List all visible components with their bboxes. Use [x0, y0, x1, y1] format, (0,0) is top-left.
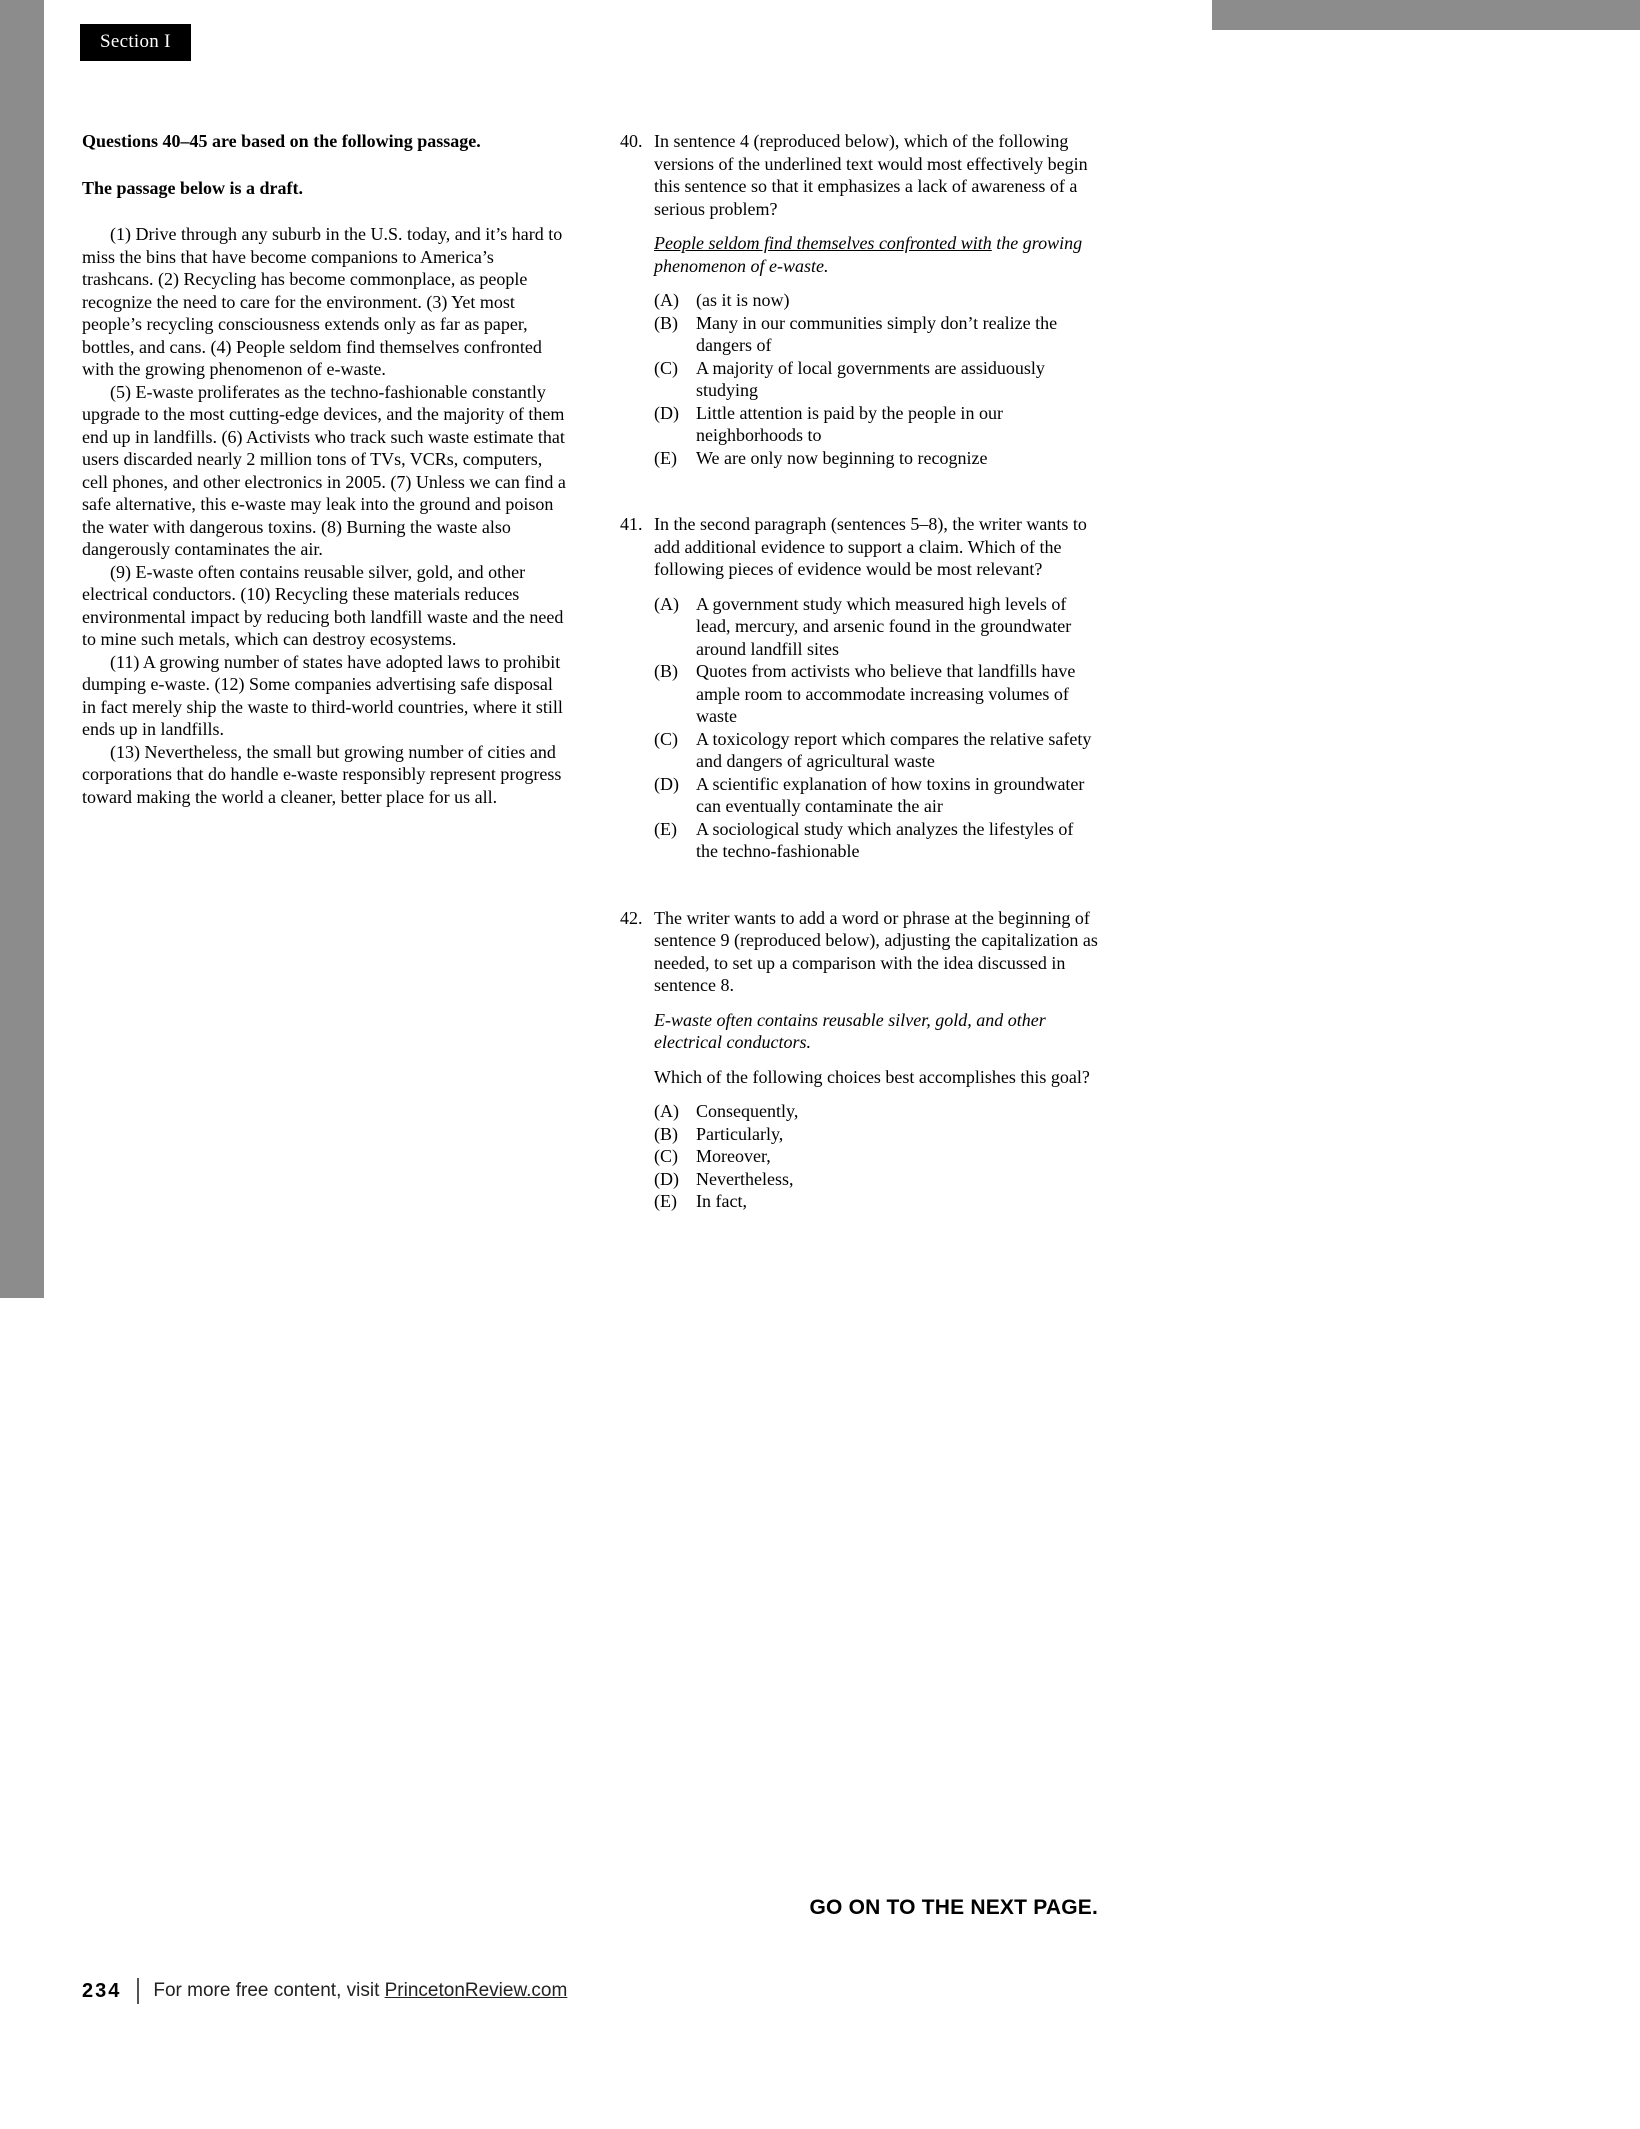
- go-on-instruction: GO ON TO THE NEXT PAGE.: [809, 1896, 1098, 1919]
- answer-choice: [654, 447, 1098, 470]
- question-40: [620, 130, 1098, 469]
- passage-subheading: The passage below is a draft.: [82, 177, 304, 198]
- question-42-quote: E-waste often contains reusable silver, gold, and other electrical conductors.: [654, 1009, 1046, 1052]
- question-40-stem: In sentence 4 (reproduced below), which of the following versions of the underlined text would most effectively begin this sentence so that it emphasizes a lack of awareness of a serious problem?: [654, 131, 1088, 219]
- answer-choice: [654, 1145, 1098, 1168]
- question-40-quote-rest: the growing phenomenon of e-waste.: [654, 233, 1083, 276]
- choice-text: (as it is now): [696, 290, 790, 310]
- choice-text: Consequently,: [696, 1101, 799, 1121]
- choice-letter: (C): [654, 357, 678, 378]
- choice-text: Particularly,: [696, 1123, 784, 1144]
- choice-letter: (D): [654, 773, 679, 794]
- choice-text: Moreover,: [696, 1146, 771, 1166]
- choice-text: Many in our communities simply don’t realize the dangers of: [696, 312, 1058, 355]
- questions-column: [620, 130, 1098, 1257]
- choice-letter: (E): [654, 818, 677, 839]
- answer-choice: [654, 593, 1098, 661]
- choice-text: In fact,: [696, 1191, 747, 1211]
- question-42-followup: Which of the following choices best accomplishes this goal?: [654, 1066, 1090, 1087]
- passage-paragraph-5: (13) Nevertheless, the small but growing number of cities and corporations that do handle e-waste responsibly represent progress toward making the world a cleaner, better place for us all.: [82, 741, 562, 807]
- question-41-choices: [654, 593, 1098, 863]
- passage-paragraph-2: (5) E-waste proliferates as the techno-fashionable constantly upgrade to the most cutting-edge devices, and the majority of them end up in landfills. (6) Activists who track such waste estimate that users discarded nearly 2 million tons of TVs, VCRs, computers, cell phones, and other electronics in 2005. (7) Unless we can find a safe alternative, this e-waste may leak into the ground and poison the water with dangerous toxins. (8) Burning the waste also dangerously contaminates the air.: [82, 381, 566, 559]
- question-41: [620, 513, 1098, 863]
- answer-choice: [654, 773, 1098, 818]
- question-40-number: 40.: [620, 131, 643, 151]
- footer-divider: [137, 1978, 139, 2004]
- question-42-number: 42.: [620, 907, 643, 928]
- answer-choice: [654, 402, 1098, 447]
- choice-text: Nevertheless,: [696, 1168, 794, 1189]
- question-40-choices: [654, 289, 1098, 469]
- question-40-quote: [654, 232, 1098, 277]
- answer-choice: [654, 818, 1098, 863]
- passage-body: [82, 223, 568, 808]
- choice-text: We are only now beginning to recognize: [696, 447, 988, 468]
- footer-link[interactable]: PrincetonReview.com: [384, 1980, 568, 2001]
- choice-letter: (D): [654, 402, 679, 423]
- choice-letter: (A): [654, 1101, 679, 1121]
- answer-choice: [654, 660, 1098, 728]
- choice-text: Quotes from activists who believe that landfills have ample room to accommodate increasing volumes of waste: [696, 661, 1076, 726]
- passage-paragraph-4: (11) A growing number of states have adopted laws to prohibit dumping e-waste. (12) Some companies advertising safe disposal in fact merely ship the waste to third-world countries, where it still ends up in landfills.: [82, 651, 563, 739]
- page-number: 234: [82, 1979, 122, 2002]
- choice-letter: (E): [654, 1191, 677, 1211]
- choice-text: A majority of local governments are assiduously studying: [696, 357, 1045, 400]
- question-42-choices: [654, 1100, 1098, 1213]
- passage-column: [82, 130, 568, 808]
- choice-letter: (C): [654, 1146, 678, 1166]
- choice-text: A sociological study which analyzes the lifestyles of the techno-fashionable: [696, 818, 1074, 861]
- choice-letter: (A): [654, 593, 679, 614]
- footer-promo-text: For more free content, visit: [153, 1980, 385, 2001]
- answer-choice: [654, 1123, 1098, 1146]
- question-40-quote-underlined: People seldom find themselves confronted with: [654, 233, 992, 253]
- answer-choice: [654, 728, 1098, 773]
- section-label: Section I: [80, 24, 191, 61]
- choice-letter: (B): [654, 1123, 678, 1144]
- answer-choice: [654, 1190, 1098, 1213]
- footer-text: [153, 1980, 567, 2002]
- choice-text: A toxicology report which compares the relative safety and dangers of agricultural waste: [696, 728, 1092, 771]
- choice-letter: (B): [654, 312, 678, 333]
- passage-heading: Questions 40–45 are based on the following passage.: [82, 131, 481, 151]
- choice-text: Little attention is paid by the people in our neighborhoods to: [696, 402, 1003, 445]
- question-42: [620, 907, 1098, 1213]
- choice-letter: (E): [654, 447, 677, 468]
- choice-letter: (A): [654, 290, 679, 310]
- answer-choice: [654, 289, 1098, 312]
- passage-paragraph-3: (9) E-waste often contains reusable silver, gold, and other electrical conductors. (10) Recycling these materials reduces environmental impact by reducing both landfill waste and the need to mine such metals, which can destroy ecosystems.: [82, 561, 564, 649]
- passage-paragraph-1: (1) Drive through any suburb in the U.S. today, and it’s hard to miss the bins that have become companions to America’s trashcans. (2) Recycling has become commonplace, as people recognize the need to care for the environment. (3) Yet most people’s recycling consciousness extends only as far as paper, bottles, and cans. (4) People seldom find themselves confronted with the growing phenomenon of e-waste.: [82, 224, 563, 379]
- choice-letter: (C): [654, 728, 678, 749]
- question-41-stem: In the second paragraph (sentences 5–8), the writer wants to add additional evidence to support a claim. Which of the following pieces of evidence would be most relevant?: [654, 514, 1087, 579]
- left-margin-bleed-bar: [0, 0, 44, 1298]
- choice-letter: (B): [654, 661, 678, 681]
- answer-choice: [654, 1168, 1098, 1191]
- answer-choice: [654, 312, 1098, 357]
- answer-choice: [654, 1100, 1098, 1123]
- choice-text: A scientific explanation of how toxins in groundwater can eventually contaminate the air: [696, 773, 1085, 816]
- question-42-stem: The writer wants to add a word or phrase at the beginning of sentence 9 (reproduced below), adjusting the capitalization as needed, to set up a comparison with the idea discussed in sentence 8.: [654, 907, 1098, 995]
- choice-text: A government study which measured high levels of lead, mercury, and arsenic found in the groundwater around landfill sites: [696, 593, 1072, 659]
- top-right-bleed-bar: [1212, 0, 1640, 30]
- answer-choice: [654, 357, 1098, 402]
- question-41-number: 41.: [620, 514, 643, 534]
- page-footer: [82, 1978, 567, 2004]
- choice-letter: (D): [654, 1168, 679, 1189]
